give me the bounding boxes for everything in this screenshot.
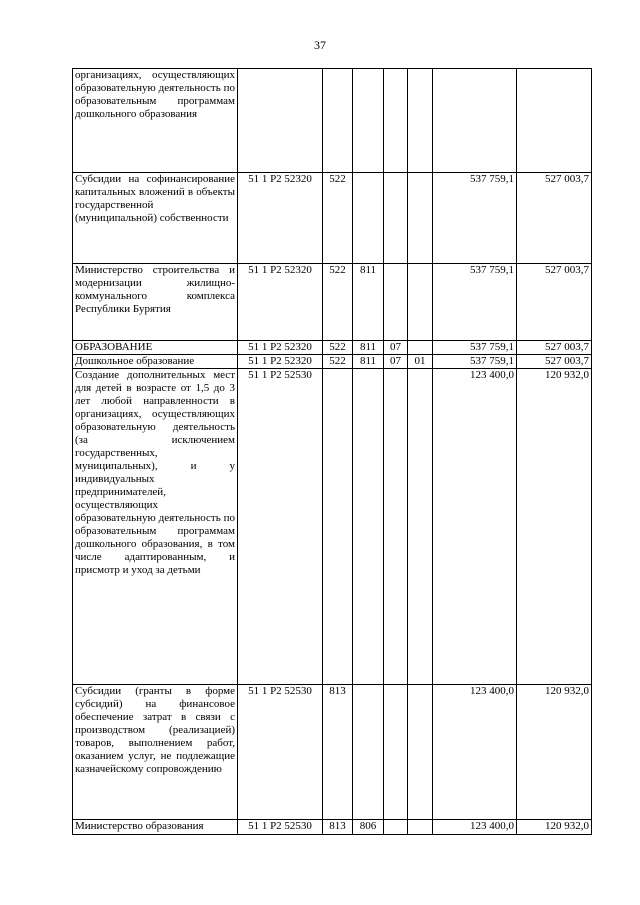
- amount-year-1: [433, 69, 517, 173]
- amount-year-1: 537 759,1: [433, 355, 517, 369]
- table-row: [73, 264, 592, 341]
- administrator-code: [353, 369, 384, 685]
- amount-year-2: 120 932,0: [517, 685, 592, 820]
- expense-type-code: [323, 69, 353, 173]
- amount-year-1: 537 759,1: [433, 341, 517, 355]
- section-code: [384, 264, 408, 341]
- row-name: Дошкольное образование: [73, 355, 238, 369]
- subsection-code: [408, 69, 433, 173]
- row-name: Субсидии (гранты в форме субсидий) на финансовое обеспечение затрат в связи с производством (реализацией) товаров, выполнением работ, оказанием услуг, не подлежащие казначейскому сопровождению: [73, 685, 238, 820]
- section-code: 07: [384, 355, 408, 369]
- administrator-code: 806: [353, 820, 384, 835]
- target-article-code: 51 1 Р2 52320: [238, 264, 323, 341]
- administrator-code: 811: [353, 355, 384, 369]
- amount-year-1: 537 759,1: [433, 264, 517, 341]
- target-article-code: 51 1 Р2 52530: [238, 685, 323, 820]
- subsection-code: [408, 341, 433, 355]
- target-article-code: 51 1 Р2 52320: [238, 341, 323, 355]
- administrator-code: [353, 69, 384, 173]
- amount-year-2: [517, 69, 592, 173]
- amount-year-2: 120 932,0: [517, 369, 592, 685]
- target-article-code: [238, 69, 323, 173]
- table-body: [73, 69, 592, 835]
- budget-table: [72, 68, 592, 835]
- administrator-code: [353, 685, 384, 820]
- row-name: ОБРАЗОВАНИЕ: [73, 341, 238, 355]
- expense-type-code: 813: [323, 820, 353, 835]
- section-code: [384, 369, 408, 685]
- table-row: [73, 69, 592, 173]
- amount-year-2: 527 003,7: [517, 264, 592, 341]
- section-code: [384, 685, 408, 820]
- table-row: [73, 820, 592, 835]
- target-article-code: 51 1 Р2 52320: [238, 355, 323, 369]
- amount-year-1: 123 400,0: [433, 820, 517, 835]
- administrator-code: [353, 173, 384, 264]
- subsection-code: [408, 685, 433, 820]
- section-code: [384, 69, 408, 173]
- target-article-code: 51 1 Р2 52530: [238, 820, 323, 835]
- expense-type-code: [323, 369, 353, 685]
- target-article-code: 51 1 Р2 52320: [238, 173, 323, 264]
- section-code: [384, 820, 408, 835]
- amount-year-1: 123 400,0: [433, 369, 517, 685]
- row-name: Министерство строительства и модернизации жилищно-коммунального комплекса Республики Бурятия: [73, 264, 238, 341]
- section-code: 07: [384, 341, 408, 355]
- table-row: [73, 341, 592, 355]
- amount-year-2: 120 932,0: [517, 820, 592, 835]
- amount-year-2: 527 003,7: [517, 173, 592, 264]
- row-name: Министерство образования: [73, 820, 238, 835]
- row-name: Субсидии на софинансирование капитальных вложений в объекты государственной (муниципальной) собственности: [73, 173, 238, 264]
- section-code: [384, 173, 408, 264]
- page-number: 37: [314, 38, 326, 52]
- row-name: Создание дополнительных мест для детей в возрасте от 1,5 до 3 лет любой направленности в организациях, осуществляющих образовательную деятельность (за исключением государственных, муниципальных), и у индивидуальных предпринимателей, осуществляющих образовательную деятельность по образовательным программам дошкольного образования, в том числе адаптированным, и присмотр и уход за детьми: [73, 369, 238, 685]
- amount-year-1: 123 400,0: [433, 685, 517, 820]
- expense-type-code: 522: [323, 355, 353, 369]
- table-row: [73, 355, 592, 369]
- row-name: организациях, осуществляющих образовательную деятельность по образовательным программам дошкольного образования: [73, 69, 238, 173]
- expense-type-code: 522: [323, 341, 353, 355]
- amount-year-2: 527 003,7: [517, 341, 592, 355]
- administrator-code: 811: [353, 264, 384, 341]
- table-row: [73, 369, 592, 685]
- administrator-code: 811: [353, 341, 384, 355]
- amount-year-1: 537 759,1: [433, 173, 517, 264]
- table-row: [73, 685, 592, 820]
- subsection-code: 01: [408, 355, 433, 369]
- subsection-code: [408, 369, 433, 685]
- subsection-code: [408, 820, 433, 835]
- expense-type-code: 522: [323, 173, 353, 264]
- expense-type-code: 522: [323, 264, 353, 341]
- expense-type-code: 813: [323, 685, 353, 820]
- amount-year-2: 527 003,7: [517, 355, 592, 369]
- table-row: [73, 173, 592, 264]
- subsection-code: [408, 264, 433, 341]
- subsection-code: [408, 173, 433, 264]
- target-article-code: 51 1 Р2 52530: [238, 369, 323, 685]
